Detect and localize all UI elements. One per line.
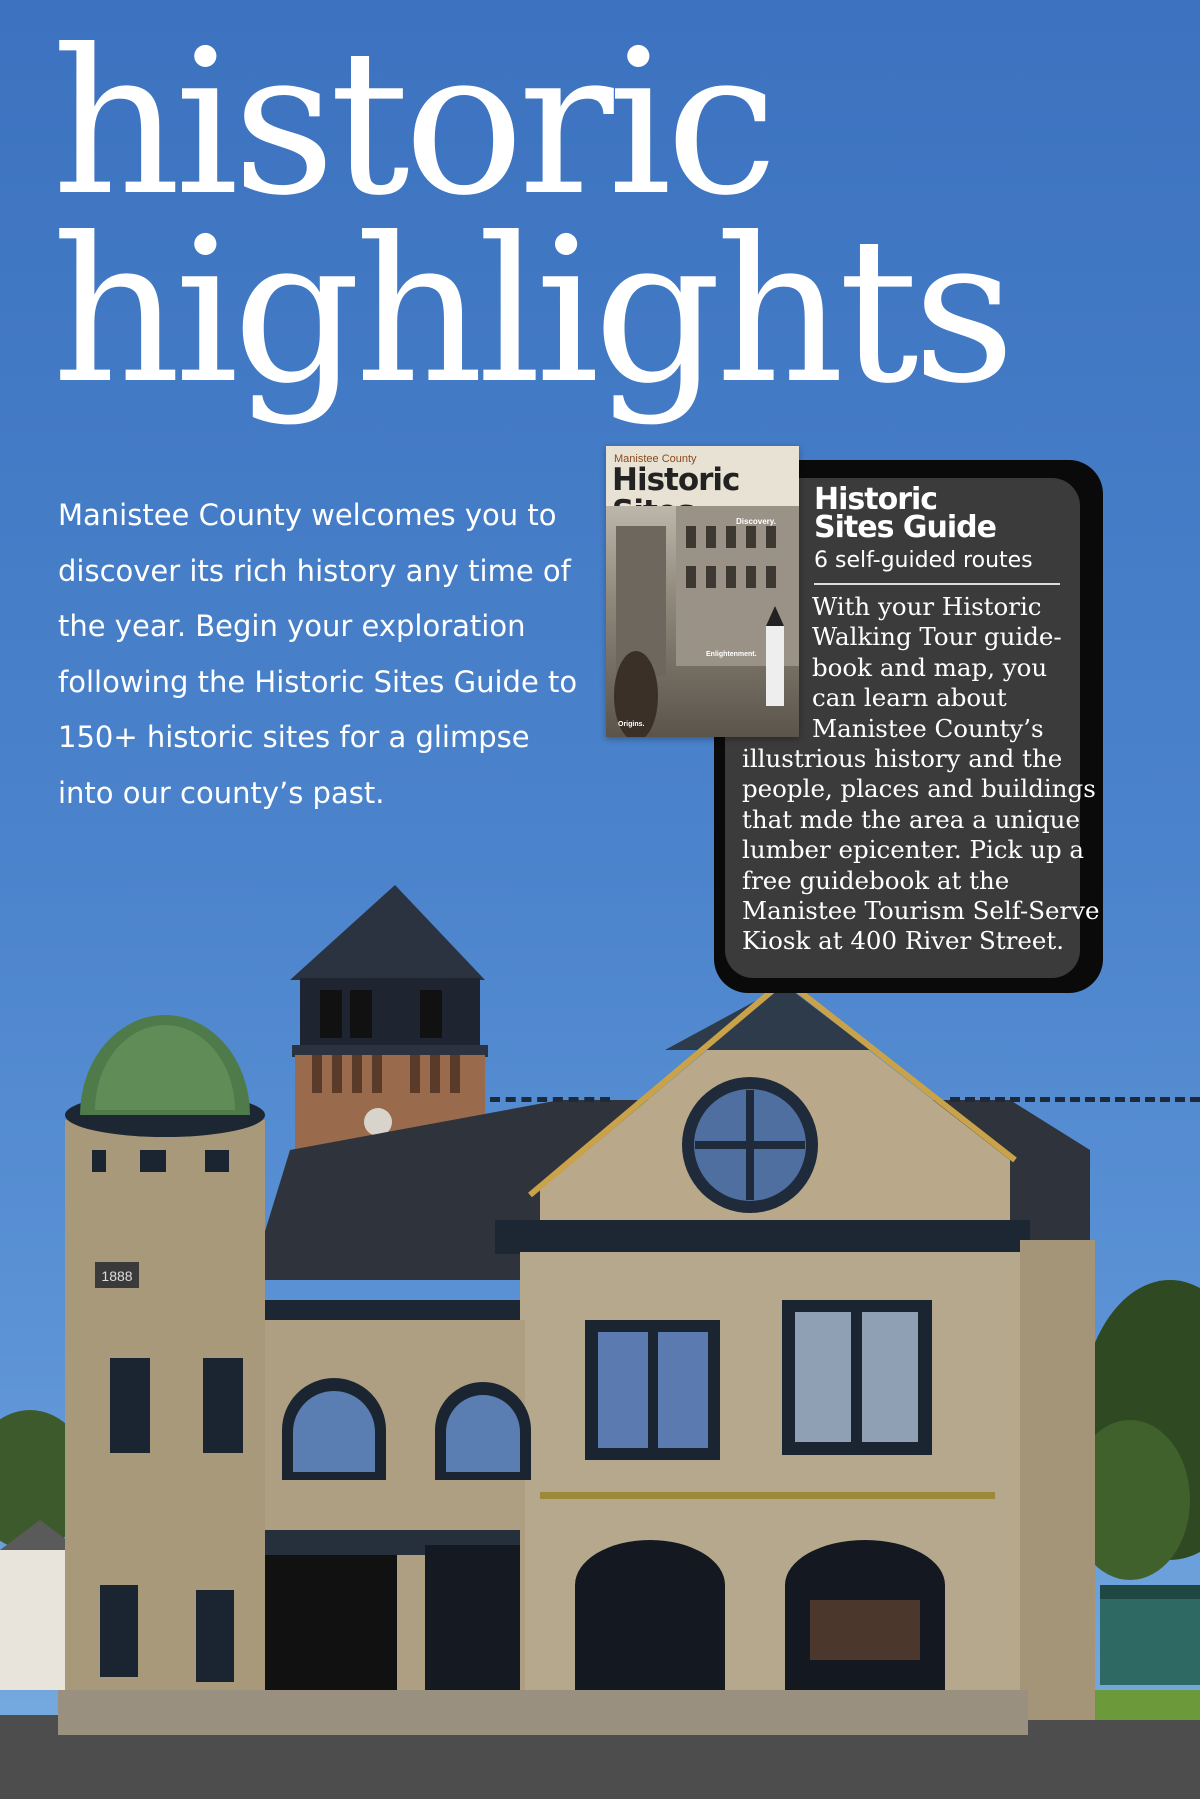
dashed-line-right — [950, 1097, 1200, 1102]
booklet-county: Manistee County — [614, 453, 697, 465]
headline-line-1: historic — [52, 7, 772, 240]
booklet-tag-discovery: Discovery. — [736, 517, 776, 526]
guide-title-line: Sites Guide — [814, 510, 996, 545]
guide-body-line: Walking Tour guide- — [812, 622, 1062, 652]
guide-body-line: free guidebook at the — [742, 865, 1010, 895]
headline-line-2: highlights — [52, 195, 1010, 428]
date-plaque: 1888 — [101, 1268, 133, 1284]
guide-title-line: Historic — [814, 482, 938, 517]
booklet-title-line: Historic — [612, 462, 740, 498]
guide-subtitle: 6 self-guided routes — [814, 548, 1033, 573]
guide-body-line: With your Historic — [812, 592, 1042, 621]
intro-line: discover its rich history any time of — [58, 553, 571, 588]
firehouse-photo — [0, 860, 1200, 1799]
intro-line: 150+ historic sites for a glimpse — [58, 720, 530, 754]
guidebook-cover-image — [606, 446, 799, 737]
guide-body-line: that mde the area a unique — [742, 804, 1080, 834]
guide-body-line: people, places and buildings — [742, 774, 1096, 804]
intro-paragraph — [58, 488, 598, 821]
guide-divider — [814, 583, 1060, 585]
guide-body-line: can learn about — [812, 683, 1007, 713]
intro-line: into our county’s past. — [58, 775, 385, 810]
booklet-photo — [606, 506, 799, 737]
guide-title — [814, 482, 1074, 545]
intro-line: Manistee County welcomes you to — [58, 498, 557, 532]
booklet-tag-origins: Origins. — [618, 721, 645, 728]
intro-line: following the Historic Sites Guide to — [58, 664, 578, 699]
guide-body-line: illustrious history and the — [742, 744, 1063, 774]
guide-body-line: lumber epicenter. Pick up a — [742, 835, 1085, 865]
page-headline — [52, 7, 1010, 428]
booklet-tag-enlightenment: Enlightenment. — [706, 651, 757, 658]
intro-line: the year. Begin your exploration — [58, 609, 526, 643]
guide-body-line: book and map, you — [812, 652, 1048, 682]
dashed-line-left — [490, 1097, 610, 1102]
guide-body-line: Manistee Tourism Self-Serve — [742, 896, 1100, 926]
guide-body-line: Manistee County’s — [812, 713, 1044, 743]
guide-body-line: Kiosk at 400 River Street. — [742, 926, 1064, 956]
